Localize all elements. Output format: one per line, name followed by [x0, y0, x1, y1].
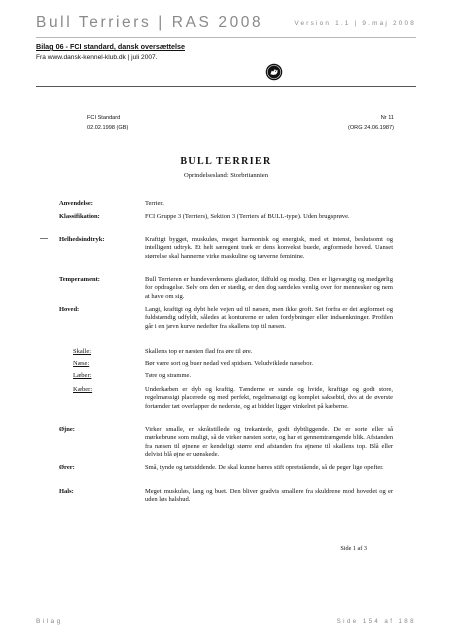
section-label: Anvendelse:: [59, 200, 93, 207]
breed-title: BULL TERRIER: [180, 156, 272, 167]
standard-label: FCI Standard: [87, 115, 121, 121]
section-text: FCI Gruppe 3 (Terriers), Sektion 3 (Terriers af BULL-type). Uden brugsprøve.: [145, 213, 350, 220]
section-text: Kraftigt bygget, muskuløs, meget harmonisk og energisk, med et intenst, beslutsomt og intelligent udtryk. Et helt særegent træk er dens konvekst buede, ægformede hoved. Uanset størrelse skal hannerne virke maskuline og tæverne feminine.: [145, 236, 393, 260]
header-title: Bull Terriers | RAS 2008: [36, 14, 264, 31]
header-rule: [36, 37, 416, 38]
section-label: Øjne:: [59, 426, 75, 433]
section-text: Små, tynde og tætsiddende. De skal kunne bæres stift opretstående, så de peger lige opefter.: [145, 464, 384, 471]
section-label: Hals:: [59, 488, 74, 495]
page-header: [36, 14, 416, 34]
section-label: Hoved:: [59, 306, 80, 313]
standard-date: 02.02.1998 (GB): [87, 125, 129, 131]
standard-original-date: (ORG 24.06.1987): [347, 125, 394, 131]
section-text: Bør være sort og buer nedad ved spidsen. Veludviklede næsebor.: [145, 360, 313, 367]
section-label: Kæber:: [73, 386, 93, 393]
section-text: Langt, kraftigt og dybt hele vejen ud til næsen, men ikke groft. Set forfra er det ægformet og fuldstændig udfyldt, således at konturerne er uden fordybninger eller indsænkninger. Profilen går i en jævn kurve nedefter fra skallens top til næsen.: [145, 306, 393, 330]
section-label: Læber:: [73, 372, 92, 379]
section-label: Klassifikation:: [59, 213, 100, 220]
header-version: Version 1.1 | 9.maj 2008: [294, 20, 416, 27]
attachment-title: Bilag 06 - FCI standard, dansk oversættelse: [36, 42, 185, 51]
section-label: Skalle:: [73, 348, 92, 355]
kennel-club-logo: [265, 63, 283, 81]
standard-info-right: [348, 113, 394, 133]
standard-info-left: [87, 113, 128, 133]
attachment-source: Fra www.dansk-kennel-klub.dk | juli 2007.: [36, 54, 158, 61]
section-label: Temperament:: [59, 276, 100, 283]
section-text: Virker smalle, er skråtstillede og trekantede, godt dybtliggende. De er sorte eller så mørkebrune som muligt, så de virker næsten sorte, og har et gennemtrængende blik. Afstanden fra næsen til øjnene er kendeligt større end afstanden fra øjnene til skallens top. Blå eller delvist blå øjne er uønskede.: [145, 426, 393, 459]
origin-country: Oprindelsesland: Storbritannien: [183, 172, 269, 179]
section-label: Næse:: [73, 360, 90, 367]
section-label: Ører:: [59, 464, 75, 471]
section-text: Bull Terrieren er hundeverdenens gladiator, ildfuld og modig. Den er ligevægtig og medgørlig for opdragelse. Selv om den er stædig, er den dog særdeles venlig over for mennesker og nem at have om sig.: [145, 276, 393, 300]
section-label: Helhedsindtryk:: [59, 236, 105, 243]
margin-mark: [40, 238, 48, 239]
section-rule: [36, 86, 416, 87]
footer-page-count: Side 154 af 188: [336, 618, 416, 625]
section-text: Underkæben er dyb og kraftig. Tænderne er sunde og hvide, kraftige og godt store, regelmæssigt placerede og med perfekt, regelmæssigt og komplet saksebid, dvs at de øverste fortænder tæt overlapper de nederste, og at biddet ligger vinkelret på kæberne.: [145, 386, 393, 410]
section-text: Meget muskuløs, lang og buet. Den bliver gradvis smallere fra skuldrene mod hovedet og er uden løs halshud.: [145, 488, 393, 504]
section-text: Tøre og stramme.: [145, 372, 192, 379]
standard-number: Nr 11: [380, 115, 394, 121]
footer-label: Bilag: [36, 618, 63, 625]
page-number: Side 1 af 3: [340, 545, 367, 552]
section-text: Skallens top er næsten flad fra øre til øre.: [145, 348, 253, 355]
section-text: Terrier.: [145, 200, 164, 207]
